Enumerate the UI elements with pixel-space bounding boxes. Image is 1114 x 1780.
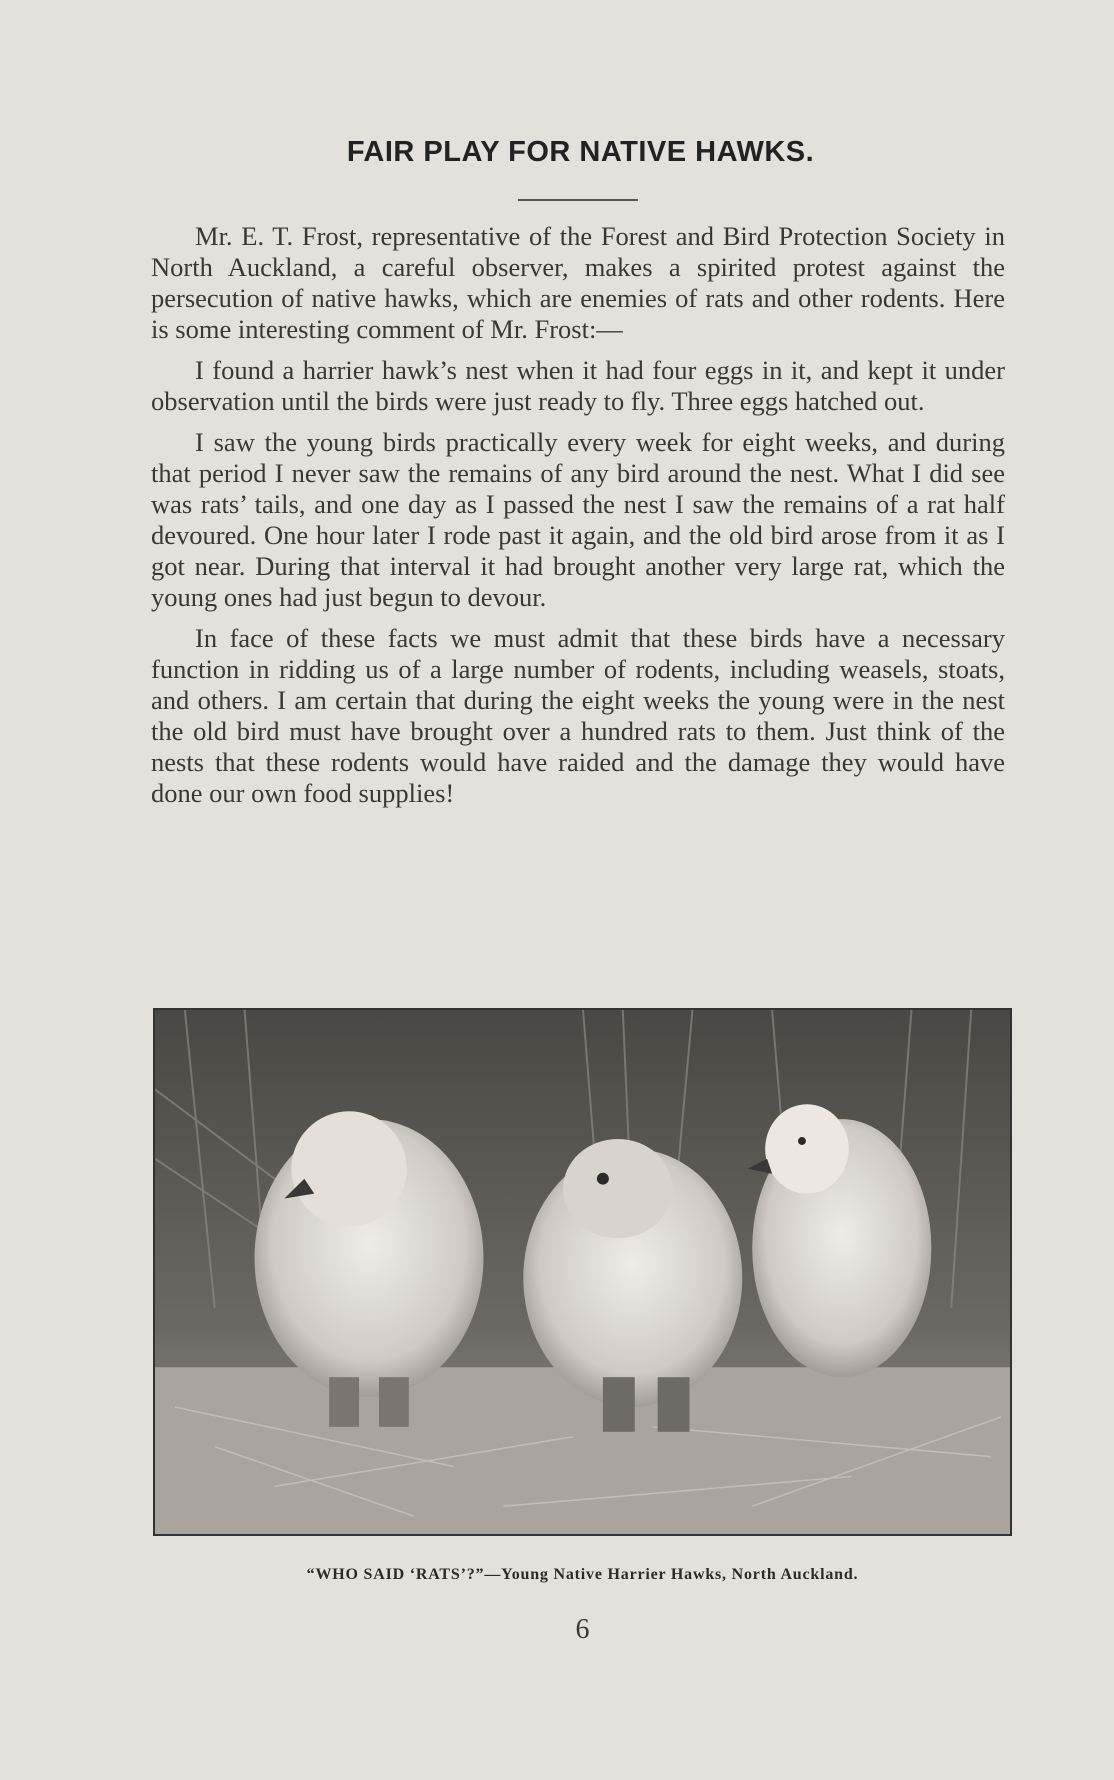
article-title: FAIR PLAY FOR NATIVE HAWKS.: [346, 136, 815, 168]
photo-caption: “WHO SAID ‘RATS’?”—Young Native Harrier Hawks, North Auckland.: [306, 1566, 859, 1583]
paragraph-intro: Mr. E. T. Frost, representative of the Forest and Bird Protection Society in North Auckland, a careful observer, makes a spirited protest against the persecution of native hawks, which are enemies of rats and other rodents. Here is some interesting comment of Mr. Frost:—: [151, 221, 1005, 344]
photo-illustration: [155, 1010, 1010, 1534]
paragraph-nest-found: I found a harrier hawk’s nest when it had four eggs in it, and kept it under observation until the birds were just ready to fly. Three eggs hatched out.: [151, 355, 1005, 416]
article-body: [151, 221, 1005, 819]
harrier-chicks-photo: [153, 1008, 1012, 1536]
title-divider: [518, 199, 638, 201]
paragraph-conclusion: In face of these facts we must admit that these birds have a necessary function in ridding us of a large number of rodents, including weasels, stoats, and others. I am certain that during the eight weeks the young were in the nest the old bird must have brought over a hundred rats to them. Just think of the nests that these rodents would have raided and the damage they would have done our own food supplies!: [151, 623, 1005, 808]
page-number: 6: [575, 1614, 590, 1645]
paragraph-observations: I saw the young birds practically every week for eight weeks, and during that period I never saw the remains of any bird around the nest. What I did see was rats’ tails, and one day as I passed the nest I saw the remains of a rat half devoured. One hour later I rode past it again, and the old bird arose from it as I got near. During that interval it had brought another very large rat, which the young ones had just begun to devour.: [151, 427, 1005, 612]
